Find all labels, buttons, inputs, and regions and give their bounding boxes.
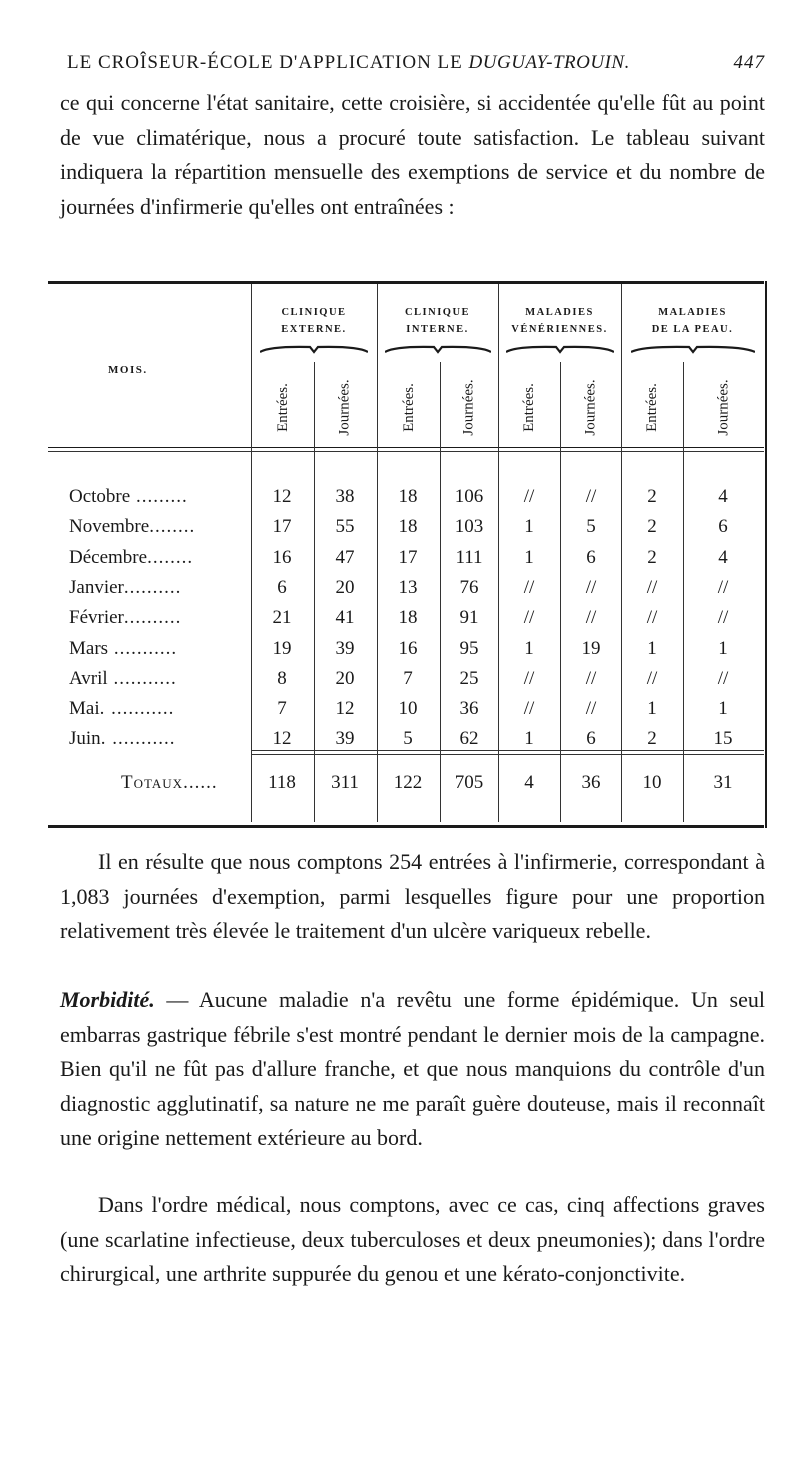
subheader-journees: Journées. xyxy=(582,378,599,436)
table-cell: 25 xyxy=(459,667,479,689)
table-row xyxy=(48,668,764,695)
month-name: Mai xyxy=(69,698,100,720)
total-cell: 31 xyxy=(713,772,733,793)
paragraph-ordre-medical: Dans l'ordre médical, nous comptons, avec ce cas, cinq affections graves (une scarlatine infectieuse, deux tuberculoses et deux pneumonies); dans l'ordre chirurgical, une arthrite suppurée du genou et une kérato-conjonctivite. xyxy=(60,1192,765,1286)
table-cell: 12 xyxy=(335,698,355,720)
morbidite-text: — Aucune maladie n'a revêtu une forme épidémique. Un seul embarras gastrique fébrile s'est montré pendant le dernier mois de la campagne. Bien qu'il ne fût pas d'allure franche, et que nous manquions du contrôle d'un diagnostic agglutinatif, sa nature ne me paraît guère douteuse, mais il reconnaît une origine nettement extérieure au bord. xyxy=(60,987,765,1150)
table-cell: // xyxy=(585,576,597,598)
group-header-line1: MALADIES xyxy=(525,307,594,318)
leader-dots: ...... xyxy=(183,772,218,793)
month-column-header: MOIS. xyxy=(108,364,148,376)
subheader-entrees: Entrées. xyxy=(274,382,291,432)
month-label xyxy=(69,547,193,569)
table-row xyxy=(48,547,764,574)
table-cell: // xyxy=(717,607,729,629)
running-head xyxy=(45,52,765,80)
table-cell: 6 xyxy=(586,546,596,568)
total-cell: 10 xyxy=(642,772,662,793)
table-cell: 16 xyxy=(398,637,418,659)
table-cell: 6 xyxy=(586,728,596,750)
table-cell: // xyxy=(646,667,658,689)
month-label xyxy=(69,577,181,599)
table-cell: 13 xyxy=(398,576,418,598)
totals-label xyxy=(121,772,218,794)
subheader-entrees: Entrées. xyxy=(400,382,417,432)
total-cell: 4 xyxy=(524,772,534,793)
table-cell: 6 xyxy=(277,576,287,598)
table-cell: 10 xyxy=(398,698,418,720)
group-header-line1: CLINIQUE xyxy=(281,307,347,318)
table-cell: 1 xyxy=(524,728,534,750)
table-cell: 7 xyxy=(403,667,413,689)
leader-dots: ......... xyxy=(130,486,188,507)
table-row xyxy=(48,516,764,543)
leader-dots: .......... xyxy=(123,576,182,598)
page-number: 447 xyxy=(733,52,765,73)
table-cell: 17 xyxy=(398,546,418,568)
table-cell: 55 xyxy=(335,516,355,538)
total-cell: 36 xyxy=(581,772,601,793)
table-cell: 111 xyxy=(455,546,483,568)
leader-dots: .......... xyxy=(123,607,182,629)
table-cell: 6 xyxy=(718,516,728,538)
table-cell: // xyxy=(585,667,597,689)
subheader-entrees: Entrées. xyxy=(643,382,660,432)
brace-ornament xyxy=(631,344,755,354)
table-cell: 1 xyxy=(524,637,534,659)
leader-dots: ........... xyxy=(107,667,177,689)
month-label xyxy=(69,607,181,629)
table-cell: 91 xyxy=(459,607,479,629)
table-cell: 1 xyxy=(718,698,728,720)
table-cell: 39 xyxy=(335,728,355,750)
table-cell: 41 xyxy=(335,607,355,629)
table-cell: 18 xyxy=(398,516,418,538)
group-header-line1: MALADIES xyxy=(658,307,727,318)
table-cell: 18 xyxy=(398,486,418,507)
table-row xyxy=(48,698,764,725)
table-cell: // xyxy=(523,698,535,720)
table-cell: 36 xyxy=(459,698,479,720)
total-cell: 122 xyxy=(393,772,423,793)
month-label xyxy=(69,638,177,660)
table-cell: // xyxy=(523,486,535,507)
table-cell: 15 xyxy=(713,728,733,750)
exemptions-table xyxy=(48,281,764,828)
brace-ornament xyxy=(385,344,491,354)
group-header-line2: EXTERNE. xyxy=(281,324,347,335)
month-name: Mars xyxy=(69,637,109,659)
table-cell: 16 xyxy=(272,546,292,568)
table-cell: 18 xyxy=(398,607,418,629)
table-cell: // xyxy=(523,576,535,598)
table-cell: 20 xyxy=(335,667,355,689)
table-cell: // xyxy=(523,607,535,629)
table-cell: 5 xyxy=(403,728,413,750)
table-cell: // xyxy=(523,667,535,689)
table-row xyxy=(48,607,764,634)
subheader-journees: Journées. xyxy=(715,378,732,436)
table-cell: 1 xyxy=(718,637,728,659)
table-cell: 17 xyxy=(272,516,292,538)
leader-dots: ........ xyxy=(149,516,196,538)
morbidite-lead: Morbidité. xyxy=(60,987,155,1012)
totals-name: Totaux xyxy=(121,772,184,793)
total-cell: 118 xyxy=(268,772,296,793)
table-cell: 2 xyxy=(647,728,657,750)
subheader-journees: Journées. xyxy=(336,378,353,436)
month-name: Janvier xyxy=(69,576,124,598)
month-name: Décembre xyxy=(69,546,148,568)
group-header-line2: INTERNE. xyxy=(406,324,469,335)
table-cell: // xyxy=(585,698,597,720)
brace-ornament xyxy=(506,344,614,354)
month-label xyxy=(69,668,177,690)
subheader-entrees: Entrées. xyxy=(520,382,537,432)
table-cell: 4 xyxy=(718,486,728,507)
table-cell: 106 xyxy=(454,486,484,507)
month-name: Juin xyxy=(69,728,101,750)
month-name: Octobre xyxy=(69,486,131,507)
table-cell: // xyxy=(646,607,658,629)
group-header-maladies-peau xyxy=(621,304,764,338)
table-cell: // xyxy=(585,607,597,629)
leader-dots: ........... xyxy=(108,637,178,659)
table-cell: 38 xyxy=(335,486,355,507)
subheader-journees: Journées. xyxy=(460,378,477,436)
table-cell: 19 xyxy=(581,637,601,659)
month-label xyxy=(69,698,174,720)
table-cell: 95 xyxy=(459,637,479,659)
table-cell: 12 xyxy=(272,486,292,507)
paragraph-intro: ce qui concerne l'état sanitaire, cette croisière, si accidentée qu'elle fût au point de vue climatérique, nous a procuré toute satisfaction. Le tableau suivant indiquera la répartition mensuelle des exemptions de service et du nombre de journées d'infirmerie qu'elles ont entraînées : xyxy=(60,90,765,219)
totals-row xyxy=(48,772,764,799)
month-name: Avril xyxy=(69,667,108,689)
table-cell: // xyxy=(646,576,658,598)
month-label xyxy=(69,728,175,750)
running-head-title-prefix: LE CROÎSEUR-ÉCOLE D'APPLICATION LE xyxy=(67,52,469,73)
month-label xyxy=(69,516,195,538)
month-name: Novembre xyxy=(69,516,150,538)
table-cell: 7 xyxy=(277,698,287,720)
table-cell: 21 xyxy=(272,607,292,629)
brace-ornament xyxy=(260,344,368,354)
table-cell: 1 xyxy=(524,516,534,538)
table-cell: 103 xyxy=(454,516,484,538)
table-cell: 76 xyxy=(459,576,479,598)
table-cell: 1 xyxy=(647,637,657,659)
table-cell: 12 xyxy=(272,728,292,750)
group-header-clinique-externe xyxy=(251,304,377,338)
table-cell: // xyxy=(717,667,729,689)
group-header-clinique-interne xyxy=(377,304,498,338)
table-cell: 5 xyxy=(586,516,596,538)
table-row xyxy=(48,486,764,513)
table-cell: // xyxy=(717,576,729,598)
table-cell: 20 xyxy=(335,576,355,598)
table-cell: 4 xyxy=(718,546,728,568)
group-header-line1: CLINIQUE xyxy=(404,307,471,318)
table-row xyxy=(48,577,764,604)
table-cell: 2 xyxy=(647,546,657,568)
table-cell: 2 xyxy=(647,486,657,507)
leader-dots: ........ xyxy=(147,546,194,568)
leader-dots: . ........... xyxy=(99,698,175,720)
group-header-line2: DE LA PEAU. xyxy=(651,324,734,335)
table-cell: 19 xyxy=(272,637,292,659)
running-head-title xyxy=(67,52,630,74)
table-row xyxy=(48,638,764,665)
paragraph-result: Il en résulte que nous comptons 254 entrées à l'infirmerie, correspondant à 1,083 journées d'exemption, parmi lesquelles figure pour une proportion relativement très élevée le traitement d'un ulcère variqueux rebelle. xyxy=(60,849,765,943)
table-row xyxy=(48,728,764,755)
table-cell: 39 xyxy=(335,637,355,659)
table-cell: 1 xyxy=(647,698,657,720)
table-cell: 1 xyxy=(524,546,534,568)
table-cell: 62 xyxy=(459,728,479,750)
group-header-maladies-veneriennes xyxy=(498,304,621,338)
table-cell: 8 xyxy=(277,667,287,689)
group-header-line2: VÉNÉRIENNES. xyxy=(511,324,608,335)
table-cell: // xyxy=(585,486,597,507)
month-label xyxy=(69,486,188,508)
table-cell: 2 xyxy=(647,516,657,538)
running-head-ship-name: DUGUAY-TROUIN. xyxy=(468,52,630,73)
month-name: Février xyxy=(69,607,124,629)
table-cell: 47 xyxy=(335,546,355,568)
total-cell: 705 xyxy=(454,772,484,793)
total-cell: 311 xyxy=(331,772,359,793)
paragraph-morbidite xyxy=(60,983,765,1156)
leader-dots: . ........... xyxy=(100,728,176,750)
